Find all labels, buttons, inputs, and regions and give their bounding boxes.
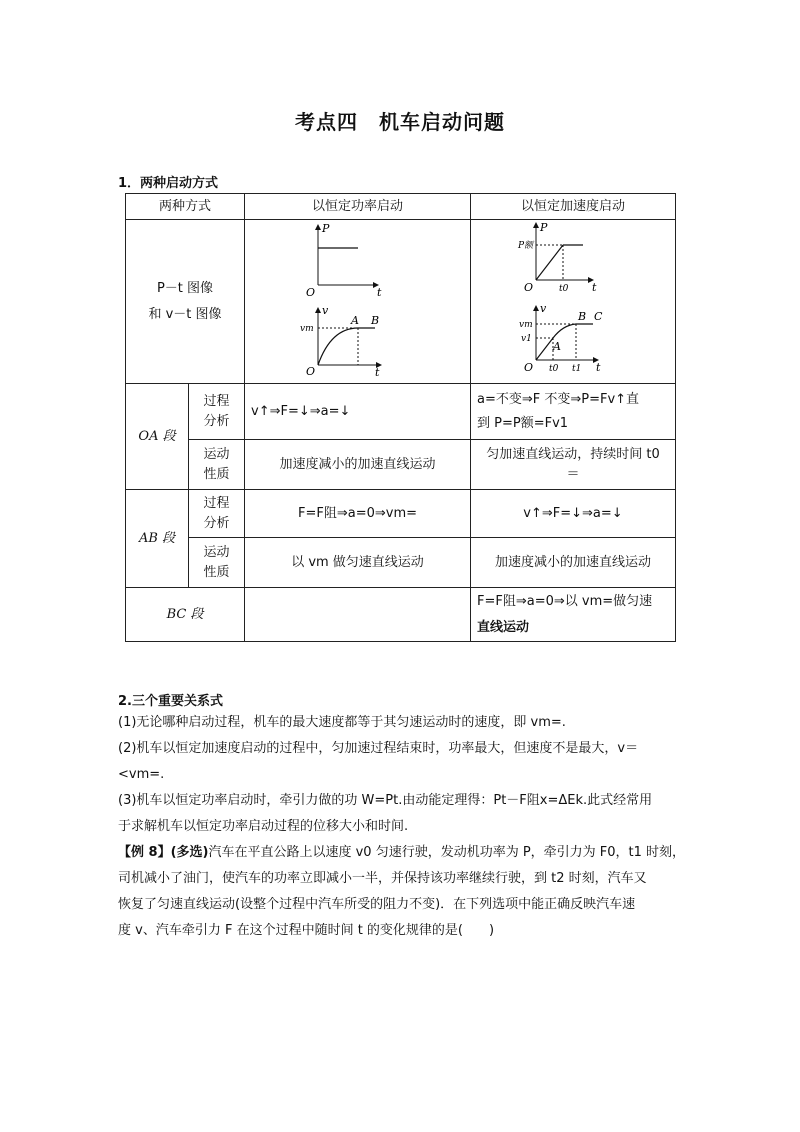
label-t0-2: t0 [549,364,559,374]
label-A-accel: A [553,340,561,353]
power-graphs-cell [245,220,471,384]
example-line3: 恢复了匀速直线运动(设整个过程中汽车所受的阻力不变)．在下列选项中能正确反映汽车速 [118,897,636,912]
label-vm-accel: vm [519,320,533,330]
label-P: P [321,222,329,235]
segment-ab: AB 段 [126,490,189,588]
proc-l2: 分析 [203,413,230,429]
example-multi: (多选) [170,845,209,860]
label-B: B [370,314,379,327]
segment-oa: OA 段 [126,384,189,490]
nat-l2: 性质 [203,466,230,482]
oa-nat-accel-l1: 匀加速直线运动，持续时间 t0 [486,446,660,462]
page-title: 考点四 机车启动问题 [295,110,505,134]
ab-process-label [189,490,245,538]
label-t-2: t [374,366,379,379]
section-heading-1: 1．两种启动方式 [118,176,219,191]
relation-2-line1: (2)机车以恒定加速度启动的过程中，匀加速过程结束时，功率最大，但速度不是最大，v＝ [118,741,639,756]
ab-nature-accel: 加速度减小的加速直线运动 [471,538,676,588]
label-O-2: O [305,365,315,378]
ab-process-accel: v↑⇒F=↓⇒a=↓ [471,490,676,538]
nat-l2-ab: 性质 [203,564,230,580]
label-t0: t0 [559,284,569,294]
accel-graphs [518,220,628,376]
oa-process-power: v↑⇒F=↓⇒a=↓ [245,384,471,440]
header-mode: 两种方式 [126,194,245,220]
graph-label-line1: P－t 图像 [156,280,214,296]
label-t1: t1 [572,364,582,374]
segment-bc: BC 段 [126,588,245,642]
oa-nature-accel [471,440,676,490]
power-graphs [299,220,413,379]
example-line4: 度 v、汽车牵引力 F 在这个过程中随时间 t 的变化规律的是( ) [118,923,495,938]
label-O-accel-2: O [524,361,534,374]
label-Pe: P额 [518,241,534,251]
oa-process-accel [471,384,676,440]
oa-nat-accel-l2: ＝ [566,466,580,482]
ab-nature-power: 以 vm 做匀速直线运动 [245,538,471,588]
startup-table [125,193,676,642]
proc-l1: 过程 [203,393,230,409]
label-v1: v1 [521,334,532,344]
relation-1: (1)无论哪种启动过程，机车的最大速度都等于其匀速运动时的速度，即 vm=. [118,715,566,730]
label-vm: vm [299,324,314,334]
bc-accel-l2: 直线运动 [477,619,530,635]
oa-nature-label [189,440,245,490]
bc-accel [471,588,676,642]
header-constant-power: 以恒定功率启动 [245,194,471,220]
oa-process-label [189,384,245,440]
bc-accel-l1: F=F阻⇒a=0⇒以 vm=做匀速 [477,593,653,609]
ab-nature-label [189,538,245,588]
example-line2: 司机减小了油门，使汽车的功率立即减小一半，并保持该功率继续行驶，到 t2 时刻，汽车又 [118,871,647,886]
oa-accel-l2: 到 P=P额=Fv1 [477,415,569,431]
velocity-curve [318,328,358,365]
header-constant-accel: 以恒定加速度启动 [471,194,676,220]
power-ramp-line [536,245,563,280]
label-O: O [305,286,315,299]
accel-graphs-cell [471,220,676,384]
label-t-accel-2: t [596,361,601,374]
nat-l1-ab: 运动 [203,544,230,560]
oa-nature-power: 加速度减小的加速直线运动 [245,440,471,490]
graph-label-line2: 和 v－t 图像 [148,306,222,322]
label-v-accel: v [540,302,547,315]
relations-block [118,710,688,944]
velocity-ramp [536,338,553,360]
label-t-accel: t [592,281,597,294]
velocity-curve-accel [553,324,576,338]
oa-accel-l1: a=不变⇒F 不变⇒P=Fv↑直 [477,391,640,407]
relation-2-line2: <vm=. [118,767,165,782]
example-tag: 【例 8】 [118,845,171,860]
example-text-1: 汽车在平直公路上以速度 v0 匀速行驶，发动机功率为 P，牵引力为 F0，t1 时刻， [208,845,686,860]
proc-l1-ab: 过程 [203,495,230,511]
label-A: A [350,314,359,327]
label-O-accel: O [524,281,534,294]
relation-3-line1: (3)机车以恒定功率启动时，牵引力做的功 W=Pt.由动能定理得：Pt－F阻x=ΔEk.此式经常用 [118,793,653,808]
label-C: C [594,310,603,323]
relation-3-line2: 于求解机车以恒定功率启动过程的位移大小和时间. [118,819,409,834]
label-B-accel: B [578,310,587,323]
label-P-accel: P [540,221,548,234]
label-t: t [376,286,381,299]
section-heading-2: 2.三个重要关系式 [118,694,223,709]
ab-process-power: F=F阻⇒a=0⇒vm= [245,490,471,538]
label-v: v [321,304,328,317]
graph-row-label [126,220,245,384]
proc-l2-ab: 分析 [203,515,230,531]
nat-l1: 运动 [203,446,230,462]
bc-power [245,588,471,642]
example-line1 [118,840,688,866]
